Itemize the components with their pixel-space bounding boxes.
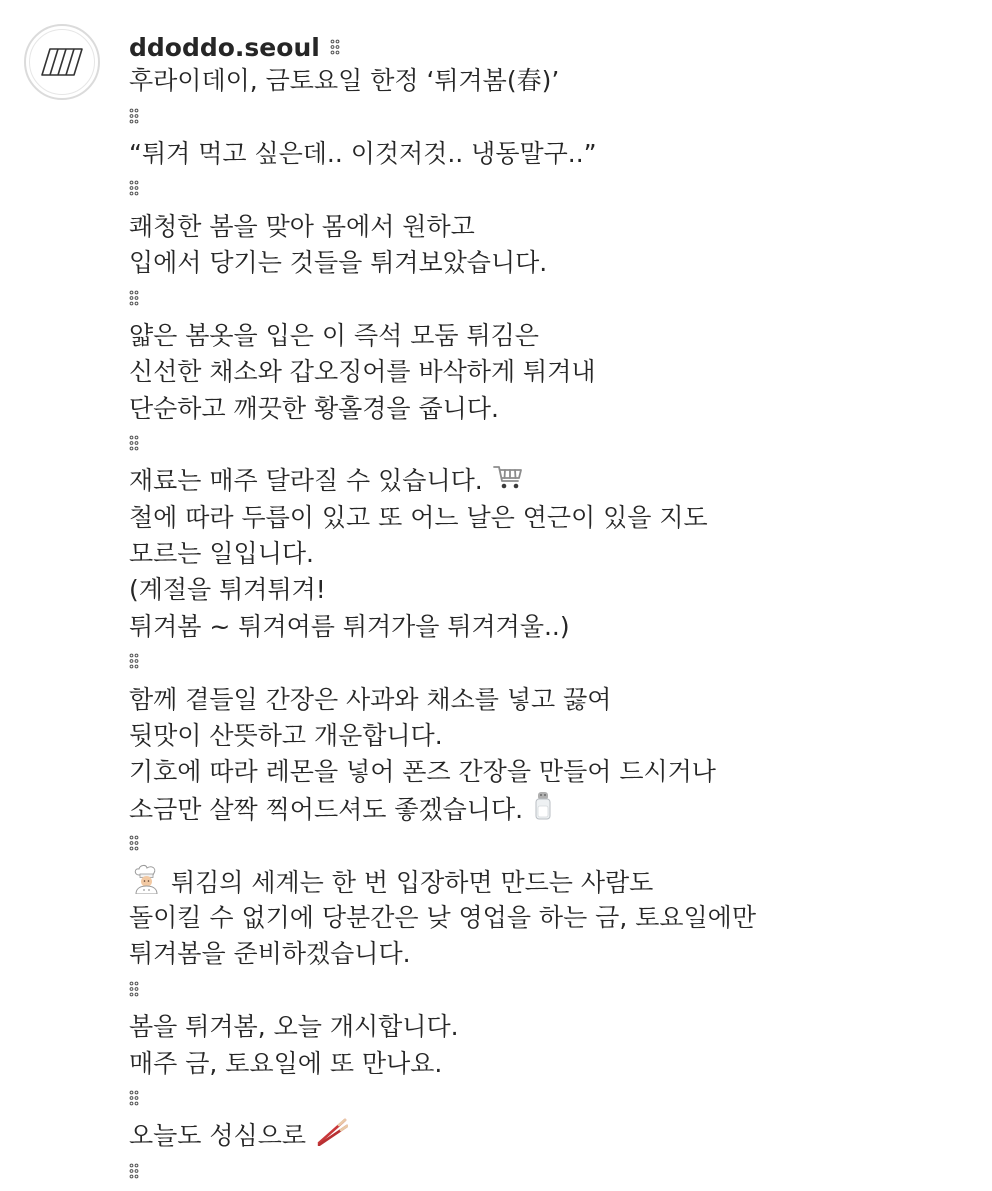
dots-icon xyxy=(129,1090,139,1110)
caption-text: 얇은 봄옷을 입은 이 즉석 모둠 튀김은 xyxy=(129,320,539,350)
shopping-cart-emoji xyxy=(493,464,523,500)
caption-text: 돌이킬 수 없기에 당분간은 낮 영업을 하는 금, 토요일에만 xyxy=(129,902,756,932)
caption-line xyxy=(129,864,969,900)
caption-line xyxy=(129,791,969,827)
avatar-logo xyxy=(29,29,95,95)
caption-text: 오늘도 성심으로 xyxy=(129,1121,306,1151)
dots-icon xyxy=(330,39,340,55)
caption-text: “튀겨 먹고 싶은데.. 이것저것.. 냉동말구..” xyxy=(129,138,597,168)
caption-line xyxy=(129,718,969,754)
caption-line xyxy=(129,936,969,972)
username[interactable]: ddoddo.seoul xyxy=(129,32,320,62)
dots-icon xyxy=(129,435,139,455)
line-break-dots xyxy=(129,973,969,1009)
caption-text: 쾌청한 봄을 맞아 몸에서 원하고 xyxy=(129,211,475,241)
caption-text: 후라이데이, 금토요일 한정 ‘튀겨봄(春)’ xyxy=(129,66,560,95)
caption-text: 기호에 따라 레몬을 넣어 폰즈 간장을 만들어 드시거나 xyxy=(129,757,716,787)
caption-text: 튀김의 세계는 한 번 입장하면 만드는 사람도 xyxy=(170,867,654,897)
caption-line xyxy=(129,136,969,172)
line-break-dots xyxy=(129,1082,969,1118)
line-break-dots xyxy=(129,281,969,317)
caption-line xyxy=(129,572,969,608)
caption-text: 소금만 살짝 찍어드셔도 좋겠습니다. xyxy=(129,795,524,825)
caption-line xyxy=(129,500,969,536)
avatar[interactable] xyxy=(24,24,100,100)
salt-shaker-emoji xyxy=(533,791,553,831)
caption-text: 입에서 당기는 것들을 튀겨보았습니다. xyxy=(129,247,548,277)
caption-text: 매주 금, 토요일에 또 만나요. xyxy=(129,1048,443,1078)
caption-line xyxy=(129,1009,969,1045)
caption-line xyxy=(129,1118,969,1154)
caption-line xyxy=(129,463,969,499)
caption-text: 모르는 일입니다. xyxy=(129,539,314,569)
line-break-dots xyxy=(129,645,969,681)
chopsticks-emoji xyxy=(316,1118,348,1156)
dots-icon xyxy=(129,981,139,1001)
caption-text: 단순하고 깨끗한 황홀경을 줍니다. xyxy=(129,393,499,423)
caption-line xyxy=(129,245,969,281)
caption-text: 신선한 채소와 갑오징어를 바삭하게 튀겨내 xyxy=(129,357,596,387)
caption-line xyxy=(129,354,969,390)
dots-icon xyxy=(129,835,139,855)
caption-line xyxy=(129,209,969,245)
line-break-dots xyxy=(129,827,969,863)
line-break-dots xyxy=(129,99,969,135)
caption-text: 튀겨봄을 준비하겠습니다. xyxy=(129,939,411,969)
caption-text: 튀겨봄 ~ 튀겨여름 튀겨가을 튀겨겨울..) xyxy=(129,611,570,641)
username-row xyxy=(129,31,969,63)
post-caption xyxy=(129,31,969,1191)
caption-text: 재료는 매주 달라질 수 있습니다. xyxy=(129,466,483,496)
caption-text: 뒷맛이 산뜻하고 개운합니다. xyxy=(129,721,443,751)
cook-emoji xyxy=(131,864,161,904)
caption-text: (계절을 튀겨튀겨! xyxy=(129,575,326,605)
caption-line xyxy=(129,1046,969,1082)
striped-logo-icon xyxy=(38,47,86,77)
caption-text: 철에 따라 두릅이 있고 또 어느 날은 연근이 있을 지도 xyxy=(129,502,708,532)
dots-icon xyxy=(129,180,139,200)
caption-line xyxy=(129,754,969,790)
line-break-dots xyxy=(129,427,969,463)
caption-line xyxy=(129,900,969,936)
dots-icon xyxy=(129,1163,139,1183)
caption-line xyxy=(129,682,969,718)
dots-icon xyxy=(129,108,139,128)
caption-text: 함께 곁들일 간장은 사과와 채소를 넣고 끓여 xyxy=(129,684,612,714)
caption-line xyxy=(129,63,969,99)
caption-line xyxy=(129,318,969,354)
dots-icon xyxy=(129,290,139,310)
caption-line xyxy=(129,536,969,572)
line-break-dots xyxy=(129,172,969,208)
dots-icon xyxy=(129,653,139,673)
caption-line xyxy=(129,609,969,645)
caption-text: 봄을 튀겨봄, 오늘 개시합니다. xyxy=(129,1012,459,1042)
caption-line xyxy=(129,391,969,427)
caption-body xyxy=(129,63,969,1191)
